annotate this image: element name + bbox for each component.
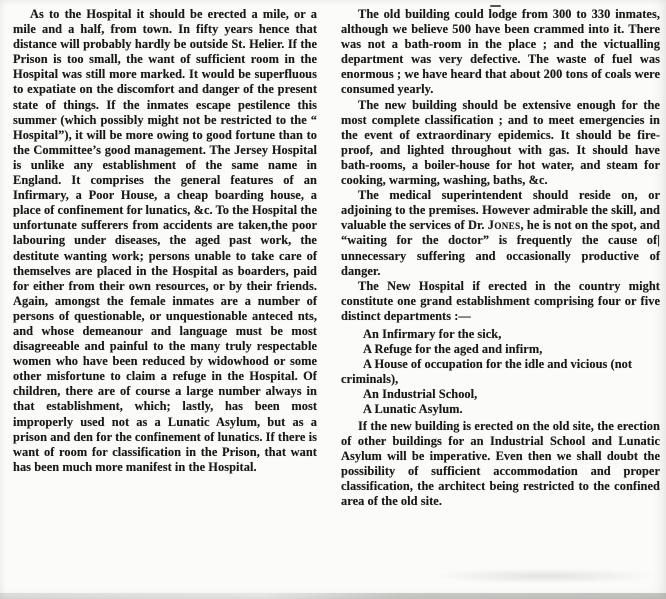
right-text-column [341, 7, 660, 509]
doctor-name: Jones [487, 218, 521, 233]
scan-artifact-bottom-band [0, 593, 666, 599]
left-text-column [13, 7, 317, 475]
paragraph-medical-superintendent [341, 188, 660, 279]
scan-artifact-dash [490, 5, 501, 7]
list-item-industrial-school: An Industrial School, [363, 387, 478, 402]
list-item-refuge: A Refuge for the aged and infirm, [363, 342, 543, 357]
paragraph-new-building: The new building should be extensive enough for the most complete classification ; and to meet emergencies in the event of extraordinary epidemics. It should be fire-proof, and lighted throughout with gas. It should have bath-rooms, a boiler-house for hot water, and steam for cooking, warming, washing, baths, &c. [341, 97, 660, 188]
departments-list [341, 327, 660, 418]
list-item-lunatic-asylum: A Lunatic Asylum. [363, 402, 463, 417]
paragraph-text-segment: , he is not on the spot, and “waiting for the doctor” is frequently the cause of| unnecessary suffering and occasionally productive of danger. [341, 218, 661, 278]
paragraph-old-site: If the new building is erected on the old site, the erection of other buildings for an Industrial School and Lunatic Asylum will be imperative. Even then we shall doubt the possibility of sufficient accommodation and proper classification, the architect being restricted to the confined area of the old site. [341, 418, 660, 508]
scan-artifact-smudge [430, 568, 660, 584]
list-item-house-of-occupation: A House of occupation for the idle and vicious (not criminals), [341, 357, 633, 387]
paragraph-text-segment: The medical superintendent should reside on, or adjoining to the premises. However admirable the skill, and valuable the services of Dr. [341, 188, 660, 233]
list-item-infirmary: An Infirmary for the sick, [363, 326, 502, 341]
paragraph-hospital-overview: As to the Hospital it should be erected a mile, or a mile and a half, from town. In fifty years hence that distance will probably hardly be outside St. Helier. If the Prison is too small, the want of sufficient room in the Hospital was still more marked. It would be superfluous to expatiate on the discomfort and danger of the present state of things. If the inmates escape pestilence this summer (which possibly might not be restricted to the “ Hospital”), it will be more owing to good fortune than to the Committee’s good management. The Jersey Hospital is unlike any establishment of the same name in England. It comprises the general features of an Infirmary, a Poor House, a cheap boarding house, a place of confinement for lunatics, &c. To the Hospital the unfortunate sufferers from accidents are taken,the poor labouring under diseases, the aged past work, the destitute wanting work; persons unable to take care of themselves are placed in the Hospital as boarders, paid for either from their own resources, or by their friends. Again, amongst the female inmates are a number of persons of questionable, or unquestionable anteced nts, and whose demeanour and language must be most disagreeable and painful to the many truly respectable women who have been reduced by widowhood or some other misfortune to claim a refuge in the Hospital. Of children, there are of course a large number always in that establishment, which; lastly, has been most improperly used not as a Lunatic Asylum, but as a prison and den for the confinement of lunatics. If there is want of room for classification in the Prison, that want has been much more manifest in the Hospital. [13, 7, 317, 474]
paragraph-old-building: The old building could lodge from 300 to 330 inmates, although we believe 500 have been crammed into it. There was not a bath-room in the place ; and the victualling department was very defective. The waste of fuel was enormous ; we have heard that about 200 tons of coals were consumed yearly. [341, 7, 660, 97]
paragraph-new-hospital-departments: The New Hospital if erected in the country might constitute one grand establishment comprising four or five distinct departments :— [341, 278, 660, 323]
